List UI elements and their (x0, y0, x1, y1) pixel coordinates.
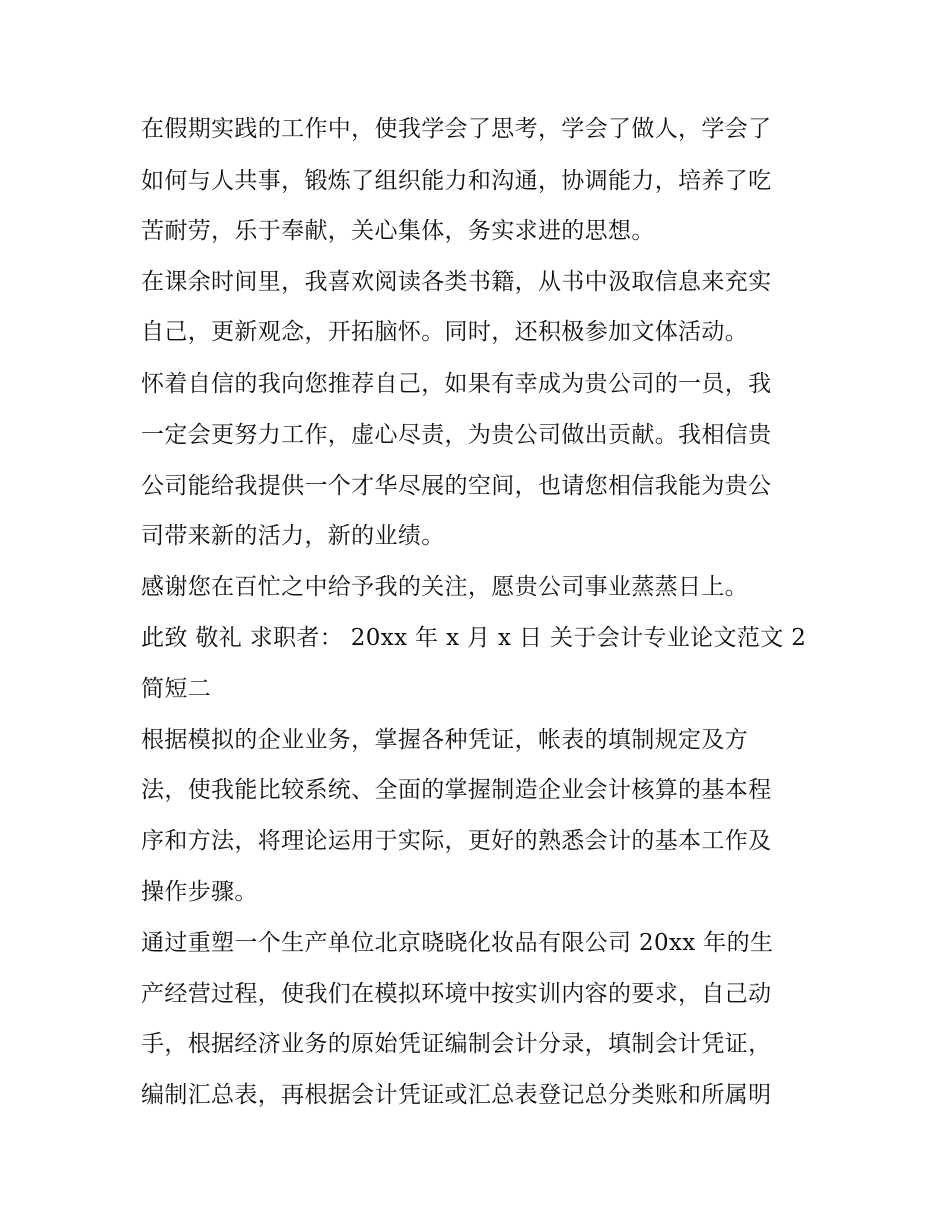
text-line: 编制汇总表，再根据会计凭证或汇总表登记总分类账和所属明 (141, 1082, 772, 1108)
text-line: 感谢您在百忙之中给予我的关注，愿贵公司事业蒸蒸日上。 (141, 574, 749, 600)
text-line: 手，根据经济业务的原始凭证编制会计分录，填制会计凭证， (141, 1031, 772, 1057)
text-line: 产经营过程，使我们在模拟环境中按实训内容的要求，自己动 (141, 981, 772, 1007)
text-line: 司带来新的活力，新的业绩。 (141, 523, 445, 549)
text-line: 一定会更努力工作，虚心尽责，为贵公司做出贡献。我相信贵 (141, 422, 772, 448)
text-line: 根据模拟的企业业务，掌握各种凭证，帐表的填制规定及方 (141, 727, 749, 753)
text-line: 苦耐劳，乐于奉献，关心集体，务实求进的思想。 (141, 218, 655, 244)
text-line: 序和方法，将理论运用于实际，更好的熟悉会计的基本工作及 (141, 828, 772, 854)
text-line: 自己，更新观念，开拓脑怀。同时，还积极参加文体活动。 (141, 319, 749, 345)
text-line: 如何与人共事，锻炼了组织能力和沟通，协调能力，培养了吃 (141, 168, 772, 194)
text-line: 怀着自信的我向您推荐自己，如果有幸成为贵公司的一员，我 (141, 371, 772, 397)
text-line: 此致 敬礼 求职者： 20xx 年 x 月 x 日 关于会计专业论文范文 2 (141, 625, 807, 651)
text-line: 在课余时间里，我喜欢阅读各类书籍，从书中汲取信息来充实 (141, 269, 772, 295)
text-line: 简短二 (141, 676, 212, 702)
text-line: 公司能给我提供一个才华尽展的空间，也请您相信我能为贵公 (141, 473, 772, 499)
text-line: 在假期实践的工作中，使我学会了思考，学会了做人，学会了 (141, 116, 772, 142)
text-line: 法，使我能比较系统、全面的掌握制造企业会计核算的基本程 (141, 777, 772, 803)
text-line: 通过重塑一个生产单位北京晓晓化妆品有限公司 20xx 年的生 (141, 930, 774, 956)
text-line: 操作步骤。 (141, 879, 258, 905)
